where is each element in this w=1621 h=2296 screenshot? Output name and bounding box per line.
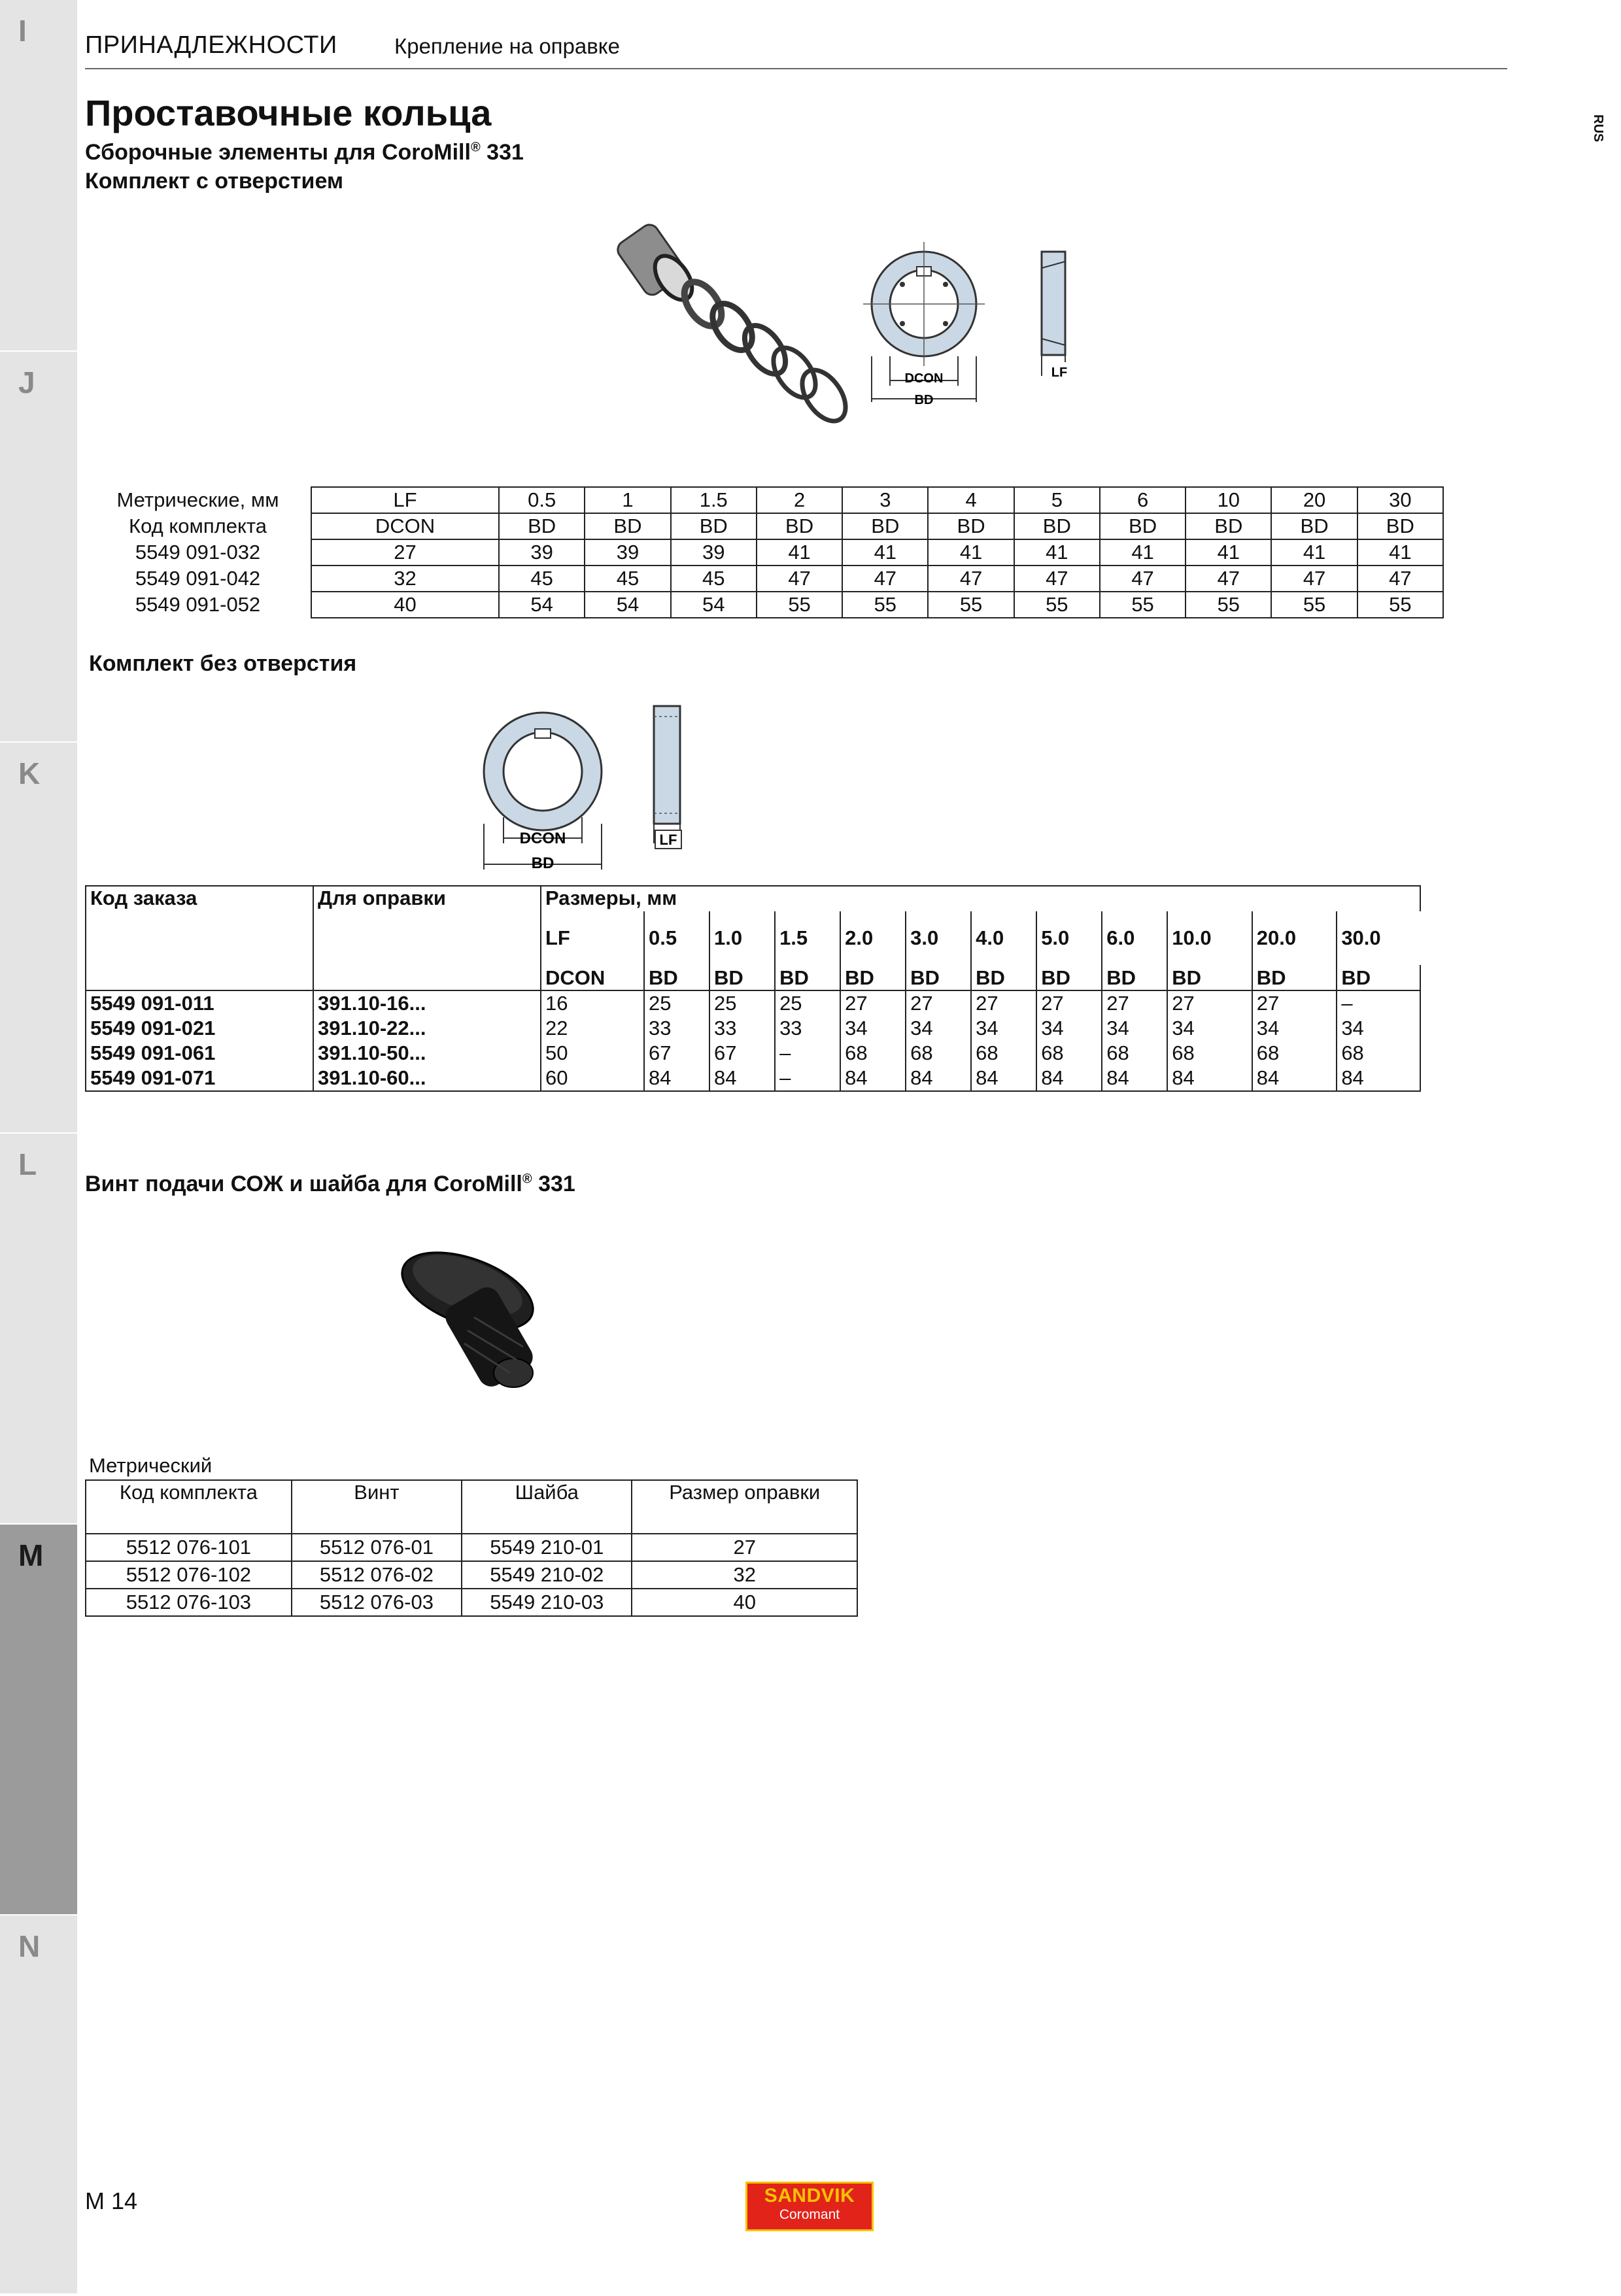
dim-cell: BD <box>775 965 840 990</box>
section-coolant-screw <box>85 1172 575 1197</box>
tab-m[interactable] <box>0 1525 77 1917</box>
header-cell: Код комплекта <box>86 1480 292 1534</box>
kit-without-hole-table <box>85 885 1421 1092</box>
table-row <box>86 1561 857 1589</box>
table-header-row <box>86 886 1420 911</box>
tab-label: L <box>18 1147 37 1181</box>
table-row <box>85 566 1443 592</box>
language-label: RUS <box>1591 114 1605 143</box>
table-cell: 27 <box>971 990 1036 1016</box>
table-cell: 5549 091-061 <box>86 1041 313 1066</box>
table-cell: 27 <box>840 990 906 1016</box>
row-label: Метрические, мм <box>116 488 279 511</box>
header-cell: BD <box>1271 513 1357 539</box>
table-row <box>86 1016 1420 1041</box>
table-cell: 55 <box>1014 592 1100 618</box>
table-cell: 32 <box>632 1561 857 1589</box>
lf-label: LF <box>1051 365 1068 380</box>
header-cell: 4 <box>928 487 1014 513</box>
header-cell: BD <box>1014 513 1100 539</box>
logo-brand: SANDVIK <box>764 2185 855 2206</box>
dim-cell: DCON <box>541 965 644 990</box>
table-cell: 47 <box>928 566 1014 592</box>
table-cell: 5512 076-103 <box>86 1589 292 1616</box>
lf-label: LF <box>659 832 677 848</box>
table-cell: 50 <box>541 1041 644 1066</box>
table-cell: 68 <box>1036 1041 1102 1066</box>
table-cell: 41 <box>1357 539 1443 566</box>
table-cell: 47 <box>1186 566 1271 592</box>
table-cell: 68 <box>971 1041 1036 1066</box>
table-cell: 47 <box>1357 566 1443 592</box>
table-cell: 39 <box>499 539 585 566</box>
header-cell: 0.5 <box>499 487 585 513</box>
table-cell: 25 <box>644 990 709 1016</box>
header-cell: 3 <box>842 487 928 513</box>
table-cell: 41 <box>842 539 928 566</box>
page-number: M 14 <box>85 2187 138 2214</box>
header-cell: BD <box>1186 513 1271 539</box>
header-cell: 1 <box>585 487 670 513</box>
table-cell: 39 <box>671 539 757 566</box>
dim-cell: BD <box>1337 965 1420 990</box>
table-row <box>86 990 1420 1016</box>
table3-caption: Метрический <box>89 1454 213 1477</box>
ring-front-drawing <box>484 713 602 872</box>
section-suffix: 331 <box>538 1172 575 1196</box>
table-cell: 391.10-50... <box>313 1041 541 1066</box>
table-row <box>85 539 1443 566</box>
table-row <box>86 1534 857 1561</box>
header-cell: Винт <box>292 1480 462 1534</box>
dim-cell: BD <box>709 965 775 990</box>
bd-label: BD <box>914 393 934 407</box>
table-cell: 391.10-22... <box>313 1016 541 1041</box>
header-section: ПРИНАДЛЕЖНОСТИ <box>85 31 337 59</box>
header-sizes: Размеры, мм <box>541 886 1420 911</box>
table-cell: 47 <box>757 566 842 592</box>
table-cell: 5512 076-101 <box>86 1534 292 1561</box>
table-row <box>86 1589 857 1616</box>
table-cell: 41 <box>1186 539 1271 566</box>
table-cell: 5512 076-03 <box>292 1589 462 1616</box>
table-cell: 45 <box>585 566 670 592</box>
table-cell: 84 <box>644 1066 709 1091</box>
table-cell: 60 <box>541 1066 644 1091</box>
lf-cell: 0.5 <box>644 911 709 965</box>
table-cell: 40 <box>311 592 499 618</box>
table-cell: 68 <box>840 1041 906 1066</box>
table-cell: 5549 091-052 <box>135 593 261 616</box>
table-cell: 47 <box>1100 566 1186 592</box>
subtitle-suffix: 331 <box>486 140 524 165</box>
table-cell: 41 <box>757 539 842 566</box>
table-cell: 45 <box>671 566 757 592</box>
lf-cell: 5.0 <box>1036 911 1102 965</box>
table-cell: 27 <box>632 1534 857 1561</box>
registered-mark: ® <box>470 140 481 155</box>
header-cell: 1.5 <box>671 487 757 513</box>
header-cell: DCON <box>311 513 499 539</box>
header-cell: LF <box>311 487 499 513</box>
lf-cell: 1.5 <box>775 911 840 965</box>
table-cell: 39 <box>585 539 670 566</box>
header-cell: BD <box>842 513 928 539</box>
table-cell: 27 <box>1036 990 1102 1016</box>
lf-cell: 10.0 <box>1167 911 1252 965</box>
lf-cell: 30.0 <box>1337 911 1420 965</box>
table-cell: 47 <box>1014 566 1100 592</box>
lf-cell: 6.0 <box>1102 911 1167 965</box>
lf-cell: 4.0 <box>971 911 1036 965</box>
bd-label: BD <box>531 854 555 872</box>
header-cell: BD <box>1100 513 1186 539</box>
table-cell: 32 <box>311 566 499 592</box>
table-cell: 67 <box>709 1041 775 1066</box>
table-cell: 5549 091-071 <box>86 1066 313 1091</box>
header-cell: BD <box>928 513 1014 539</box>
table-cell: 84 <box>1102 1066 1167 1091</box>
table-cell: 34 <box>1337 1016 1420 1041</box>
header-cell: 6 <box>1100 487 1186 513</box>
table-cell: 5549 210-01 <box>462 1534 632 1561</box>
header-cell: 5 <box>1014 487 1100 513</box>
table-cell: 47 <box>842 566 928 592</box>
table-cell: 34 <box>1252 1016 1337 1041</box>
dim-cell: BD <box>971 965 1036 990</box>
table-cell: 54 <box>585 592 670 618</box>
lf-cell: LF <box>541 911 644 965</box>
table-cell: 25 <box>775 990 840 1016</box>
tab-j[interactable] <box>0 352 77 744</box>
table-cell: 84 <box>709 1066 775 1091</box>
table-cell: 54 <box>671 592 757 618</box>
header-cell: 30 <box>1357 487 1443 513</box>
subtitle-assembly <box>85 140 524 165</box>
table-row <box>85 592 1443 618</box>
tab-n[interactable] <box>0 1916 77 2296</box>
ring-side-drawing <box>1042 252 1073 380</box>
table-cell: – <box>1337 990 1420 1016</box>
header-cell: BD <box>499 513 585 539</box>
table-cell: – <box>775 1041 840 1066</box>
table-cell: 41 <box>1014 539 1100 566</box>
tab-label: N <box>18 1929 41 1963</box>
header-cell: BD <box>671 513 757 539</box>
coolant-screw-illustration <box>383 1242 566 1412</box>
lf-cell: 1.0 <box>709 911 775 965</box>
header-cell: 20 <box>1271 487 1357 513</box>
tab-label: K <box>18 756 41 790</box>
table-cell: 5549 210-02 <box>462 1561 632 1589</box>
table-cell: 40 <box>632 1589 857 1616</box>
table-cell: 84 <box>1167 1066 1252 1091</box>
table-cell: 27 <box>311 539 499 566</box>
table-cell: 33 <box>709 1016 775 1041</box>
header-cell: BD <box>757 513 842 539</box>
subtitle-kit-with-hole: Комплект с отверстием <box>85 169 344 194</box>
table-cell: 55 <box>1357 592 1443 618</box>
row-label: Код комплекта <box>129 515 267 537</box>
tab-l[interactable] <box>0 1134 77 1526</box>
spacer-rings-illustration <box>615 216 1085 445</box>
ring-front-drawing <box>863 242 985 407</box>
table-cell: 5549 091-021 <box>86 1016 313 1041</box>
table-cell: – <box>775 1066 840 1091</box>
table-cell: 33 <box>775 1016 840 1041</box>
table-cell: 55 <box>757 592 842 618</box>
tab-label: J <box>18 365 35 399</box>
logo-sub: Coromant <box>779 2207 840 2222</box>
table-cell: 391.10-60... <box>313 1066 541 1091</box>
table-cell: 5549 210-03 <box>462 1589 632 1616</box>
table-cell: 68 <box>1252 1041 1337 1066</box>
table-cell: 34 <box>906 1016 971 1041</box>
table-header-row <box>86 1480 857 1534</box>
header-subsection: Крепление на оправке <box>394 34 620 58</box>
table-cell: 84 <box>906 1066 971 1091</box>
registered-mark: ® <box>522 1172 532 1187</box>
solid-ring-illustration <box>471 693 713 876</box>
dim-cell: BD <box>840 965 906 990</box>
lf-cell: 3.0 <box>906 911 971 965</box>
table-cell: 68 <box>906 1041 971 1066</box>
table-cell: 55 <box>928 592 1014 618</box>
table-cell: 5512 076-02 <box>292 1561 462 1589</box>
header-cell: Размер оправки <box>632 1480 857 1534</box>
table-cell: 45 <box>499 566 585 592</box>
table-cell: 68 <box>1167 1041 1252 1066</box>
page-title: Проставочные кольца <box>85 92 492 133</box>
dim-cell: BD <box>1036 965 1102 990</box>
tab-k[interactable] <box>0 743 77 1135</box>
lf-cell: 2.0 <box>840 911 906 965</box>
table-cell: 84 <box>1036 1066 1102 1091</box>
dim-cell: BD <box>1252 965 1337 990</box>
table-cell: 27 <box>1167 990 1252 1016</box>
table-cell: 84 <box>840 1066 906 1091</box>
dim-cell: BD <box>1167 965 1252 990</box>
table-cell: 84 <box>971 1066 1036 1091</box>
tab-label: I <box>18 14 27 48</box>
tab-label: M <box>18 1538 44 1572</box>
header-cell: 10 <box>1186 487 1271 513</box>
header-cell: BD <box>585 513 670 539</box>
table-cell: 16 <box>541 990 644 1016</box>
table-cell: 27 <box>1102 990 1167 1016</box>
table-cell: 68 <box>1102 1041 1167 1066</box>
lf-cell: 20.0 <box>1252 911 1337 965</box>
table-cell: 5512 076-102 <box>86 1561 292 1589</box>
table-cell: 68 <box>1337 1041 1420 1066</box>
table-cell: 55 <box>1100 592 1186 618</box>
table-cell: 5549 091-042 <box>135 567 261 590</box>
table-cell: 67 <box>644 1041 709 1066</box>
table-cell: 84 <box>1337 1066 1420 1091</box>
table-cell: 34 <box>1167 1016 1252 1041</box>
table-cell: 22 <box>541 1016 644 1041</box>
dim-cell: BD <box>906 965 971 990</box>
table-cell: 5549 091-032 <box>135 541 261 564</box>
table-cell: 41 <box>1271 539 1357 566</box>
table-cell: 54 <box>499 592 585 618</box>
table-cell: 55 <box>1271 592 1357 618</box>
table-cell: 55 <box>1186 592 1271 618</box>
table-header-row <box>85 487 1443 513</box>
tab-i[interactable] <box>0 0 77 353</box>
table-cell: 33 <box>644 1016 709 1041</box>
screw-washer-table <box>85 1479 858 1617</box>
table-header-row <box>85 513 1443 539</box>
table-cell: 5549 091-011 <box>86 990 313 1016</box>
table-cell: 41 <box>1100 539 1186 566</box>
kit-with-hole-table <box>85 486 1444 618</box>
dim-cell: BD <box>644 965 709 990</box>
table-row <box>86 1041 1420 1066</box>
table-cell: 25 <box>709 990 775 1016</box>
dcon-label: DCON <box>519 830 566 847</box>
table-cell: 34 <box>971 1016 1036 1041</box>
table-cell: 34 <box>1036 1016 1102 1041</box>
subtitle-text: Сборочные элементы для CoroMill <box>85 140 471 165</box>
dcon-label: DCON <box>904 371 944 386</box>
table-cell: 47 <box>1271 566 1357 592</box>
table-cell: 34 <box>1102 1016 1167 1041</box>
header-divider <box>85 68 1507 69</box>
section-text: Винт подачи СОЖ и шайба для CoroMill <box>85 1172 522 1196</box>
sandvik-logo <box>745 2182 874 2231</box>
table-cell: 84 <box>1252 1066 1337 1091</box>
table-cell: 41 <box>928 539 1014 566</box>
table-cell: 27 <box>906 990 971 1016</box>
ring-side-drawing <box>654 706 681 849</box>
table-cell: 5512 076-01 <box>292 1534 462 1561</box>
header-cell: Шайба <box>462 1480 632 1534</box>
header-cell: BD <box>1357 513 1443 539</box>
table-cell: 55 <box>842 592 928 618</box>
section-kit-without-hole: Комплект без отверстия <box>89 651 357 676</box>
table-cell: 27 <box>1252 990 1337 1016</box>
table-row <box>86 1066 1420 1091</box>
dim-cell: BD <box>1102 965 1167 990</box>
header-arbor: Для оправки <box>313 886 541 990</box>
rings-photo <box>615 221 855 429</box>
header-order-code: Код заказа <box>86 886 313 990</box>
table-cell: 391.10-16... <box>313 990 541 1016</box>
table-cell: 34 <box>840 1016 906 1041</box>
header-cell: 2 <box>757 487 842 513</box>
